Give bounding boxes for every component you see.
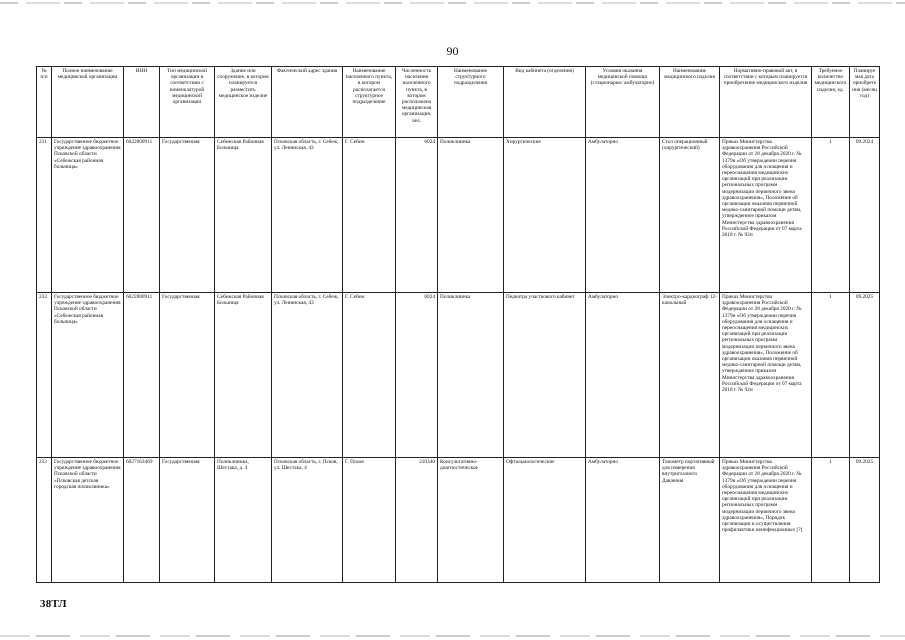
- header-cabinet: Вид кабинета (отделения): [504, 67, 586, 138]
- scan-artifact-top: [0, 2, 905, 4]
- cell-qty: 1: [812, 458, 850, 583]
- cell-org: Государственное бюджетное учреждение здравоохранения Псковской области «Псковская детская городская поликлиника»: [52, 458, 124, 583]
- cell-locality: Г. Псков: [343, 458, 396, 583]
- cell-population: 210340: [396, 458, 438, 583]
- header-address: Фактический адрес здания: [272, 67, 343, 138]
- cell-device: Электро-кардиограф 12-канальный: [660, 293, 720, 458]
- table-header-row: [37, 67, 880, 138]
- cell-org: Государственное бюджетное учреждение здравоохранения Псковской области «Себежская районная больница»: [52, 138, 124, 293]
- table-row: [37, 458, 880, 583]
- table-row: [37, 293, 880, 458]
- cell-locality: Г. Себеж: [343, 138, 396, 293]
- cell-act: Приказ Министерства здравоохранения Российской Федерации от 28 декабря 2020 г. № 1379н «Об утверждении перечня оборудования для оснащения и переоснащения медицинских организаций при реализации региональных программ модернизации первичного звена здравоохранения», Порядок организации и осуществления профилактики неинфекционных [?]: [720, 458, 812, 583]
- cell-conditions: Амбулаторно: [586, 293, 660, 458]
- cell-address: Псковская область, г. Себеж, ул. Ленинская, 43: [272, 293, 343, 458]
- table-row: [37, 138, 880, 293]
- header-device: Наименование медицинского изделия: [660, 67, 720, 138]
- header-subdivision: Наименование структурного подразделения: [438, 67, 504, 138]
- document-code: 38ТЛ: [40, 598, 67, 610]
- cell-subdivision: Поликлиника: [438, 293, 504, 458]
- cell-qty: 1: [812, 138, 850, 293]
- header-type: Тип медицинской организации в соответствии с номенклатурой медицинской организации: [160, 67, 215, 138]
- cell-address: Псковская область, г. Псков, ул. Шестака, 4: [272, 458, 343, 583]
- scan-artifact-bottom: [0, 635, 905, 637]
- header-org: Полное наименование медицинской организации: [52, 67, 124, 138]
- cell-building: Себежская Районная Больница: [215, 138, 272, 293]
- cell-num: 233: [37, 458, 52, 583]
- cell-num: 232: [37, 293, 52, 458]
- cell-date: 09.2025: [850, 458, 880, 583]
- header-qty: Требуемое количество медицинского изделия, ед.: [812, 67, 850, 138]
- cell-date: 09.2025: [850, 293, 880, 458]
- header-locality: Наименование населенного пункта, в котором располагается структурное подразделение: [343, 67, 396, 138]
- page-number: 90: [446, 44, 459, 58]
- cell-device: Тонометр портативный для измерения внутриглазного Давления: [660, 458, 720, 583]
- cell-cabinet: Офтальмологические: [504, 458, 586, 583]
- cell-address: Псковская область, г. Себеж, ул. Ленинская, 43: [272, 138, 343, 293]
- cell-locality: Г. Себеж: [343, 293, 396, 458]
- cell-act: Приказ Министерства здравоохранения Российской Федерации от 28 декабря 2020 г. № 1379н «Об утверждении перечня оборудования для оснащения и переоснащения медицинских организаций при реализации региональных программ модернизации первичного звена здравоохранения», Положение об организации оказания первичной медико-санитарной помощи детям, утвержденное приказом Министерства здравоохранения Российской Федерации от 07 марта 2018 г. № 92н: [720, 138, 812, 293]
- cell-num: 231: [37, 138, 52, 293]
- cell-population: 6024: [396, 293, 438, 458]
- cell-inn: 6022000911: [124, 138, 160, 293]
- header-conditions: Условия оказания медицинской помощи (стационарно/ амбулаторно): [586, 67, 660, 138]
- cell-type: Государственная: [160, 458, 215, 583]
- header-num: № п/п: [37, 67, 52, 138]
- header-inn: ИНН: [124, 67, 160, 138]
- cell-population: 6024: [396, 138, 438, 293]
- cell-date: 09.2024: [850, 138, 880, 293]
- cell-type: Государственная: [160, 138, 215, 293]
- cell-cabinet: Хирургические: [504, 138, 586, 293]
- cell-conditions: Амбулаторно: [586, 138, 660, 293]
- header-act: Нормативно-правовой акт, в соответствии с которым планируется приобретение медицинского изделия: [720, 67, 812, 138]
- header-date: Планируемая дата приобретения (месяц год): [850, 67, 880, 138]
- cell-cabinet: Педиатра участкового кабинет: [504, 293, 586, 458]
- cell-building: Поликлиника, Шестака, д. 4: [215, 458, 272, 583]
- cell-device: Стол операционный (хирургический): [660, 138, 720, 293]
- header-population: Численность населения населенного пункта, в котором расположена медицинская организация, чел.: [396, 67, 438, 138]
- cell-org: Государственное бюджетное учреждение здравоохранения Псковской области «Себежская районная больница»: [52, 293, 124, 458]
- cell-conditions: Амбулаторно: [586, 458, 660, 583]
- cell-building: Себежская Районная Больница: [215, 293, 272, 458]
- cell-inn: 6022000911: [124, 293, 160, 458]
- cell-act: Приказ Министерства здравоохранения Российской Федерации от 28 декабря 2020 г. № 1379н «Об утверждении перечня оборудования для оснащения и переоснащения медицинских организаций при реализации региональных программ модернизации первичного звена здравоохранения», Положение об организации оказания первичной медико-санитарной помощи детям, утвержденное приказом Министерства здравоохранения Российской Федерации от 07 марта 2018 г. № 92н: [720, 293, 812, 458]
- header-building: Здание или сооружение, в котором планируется разместить медицинское изделие: [215, 67, 272, 138]
- cell-subdivision: Консультативно-диагностическое: [438, 458, 504, 583]
- cell-type: Государственная: [160, 293, 215, 458]
- medical-equipment-table: [36, 66, 880, 583]
- cell-qty: 1: [812, 293, 850, 458]
- cell-inn: 6027163469: [124, 458, 160, 583]
- cell-subdivision: Поликлиника: [438, 138, 504, 293]
